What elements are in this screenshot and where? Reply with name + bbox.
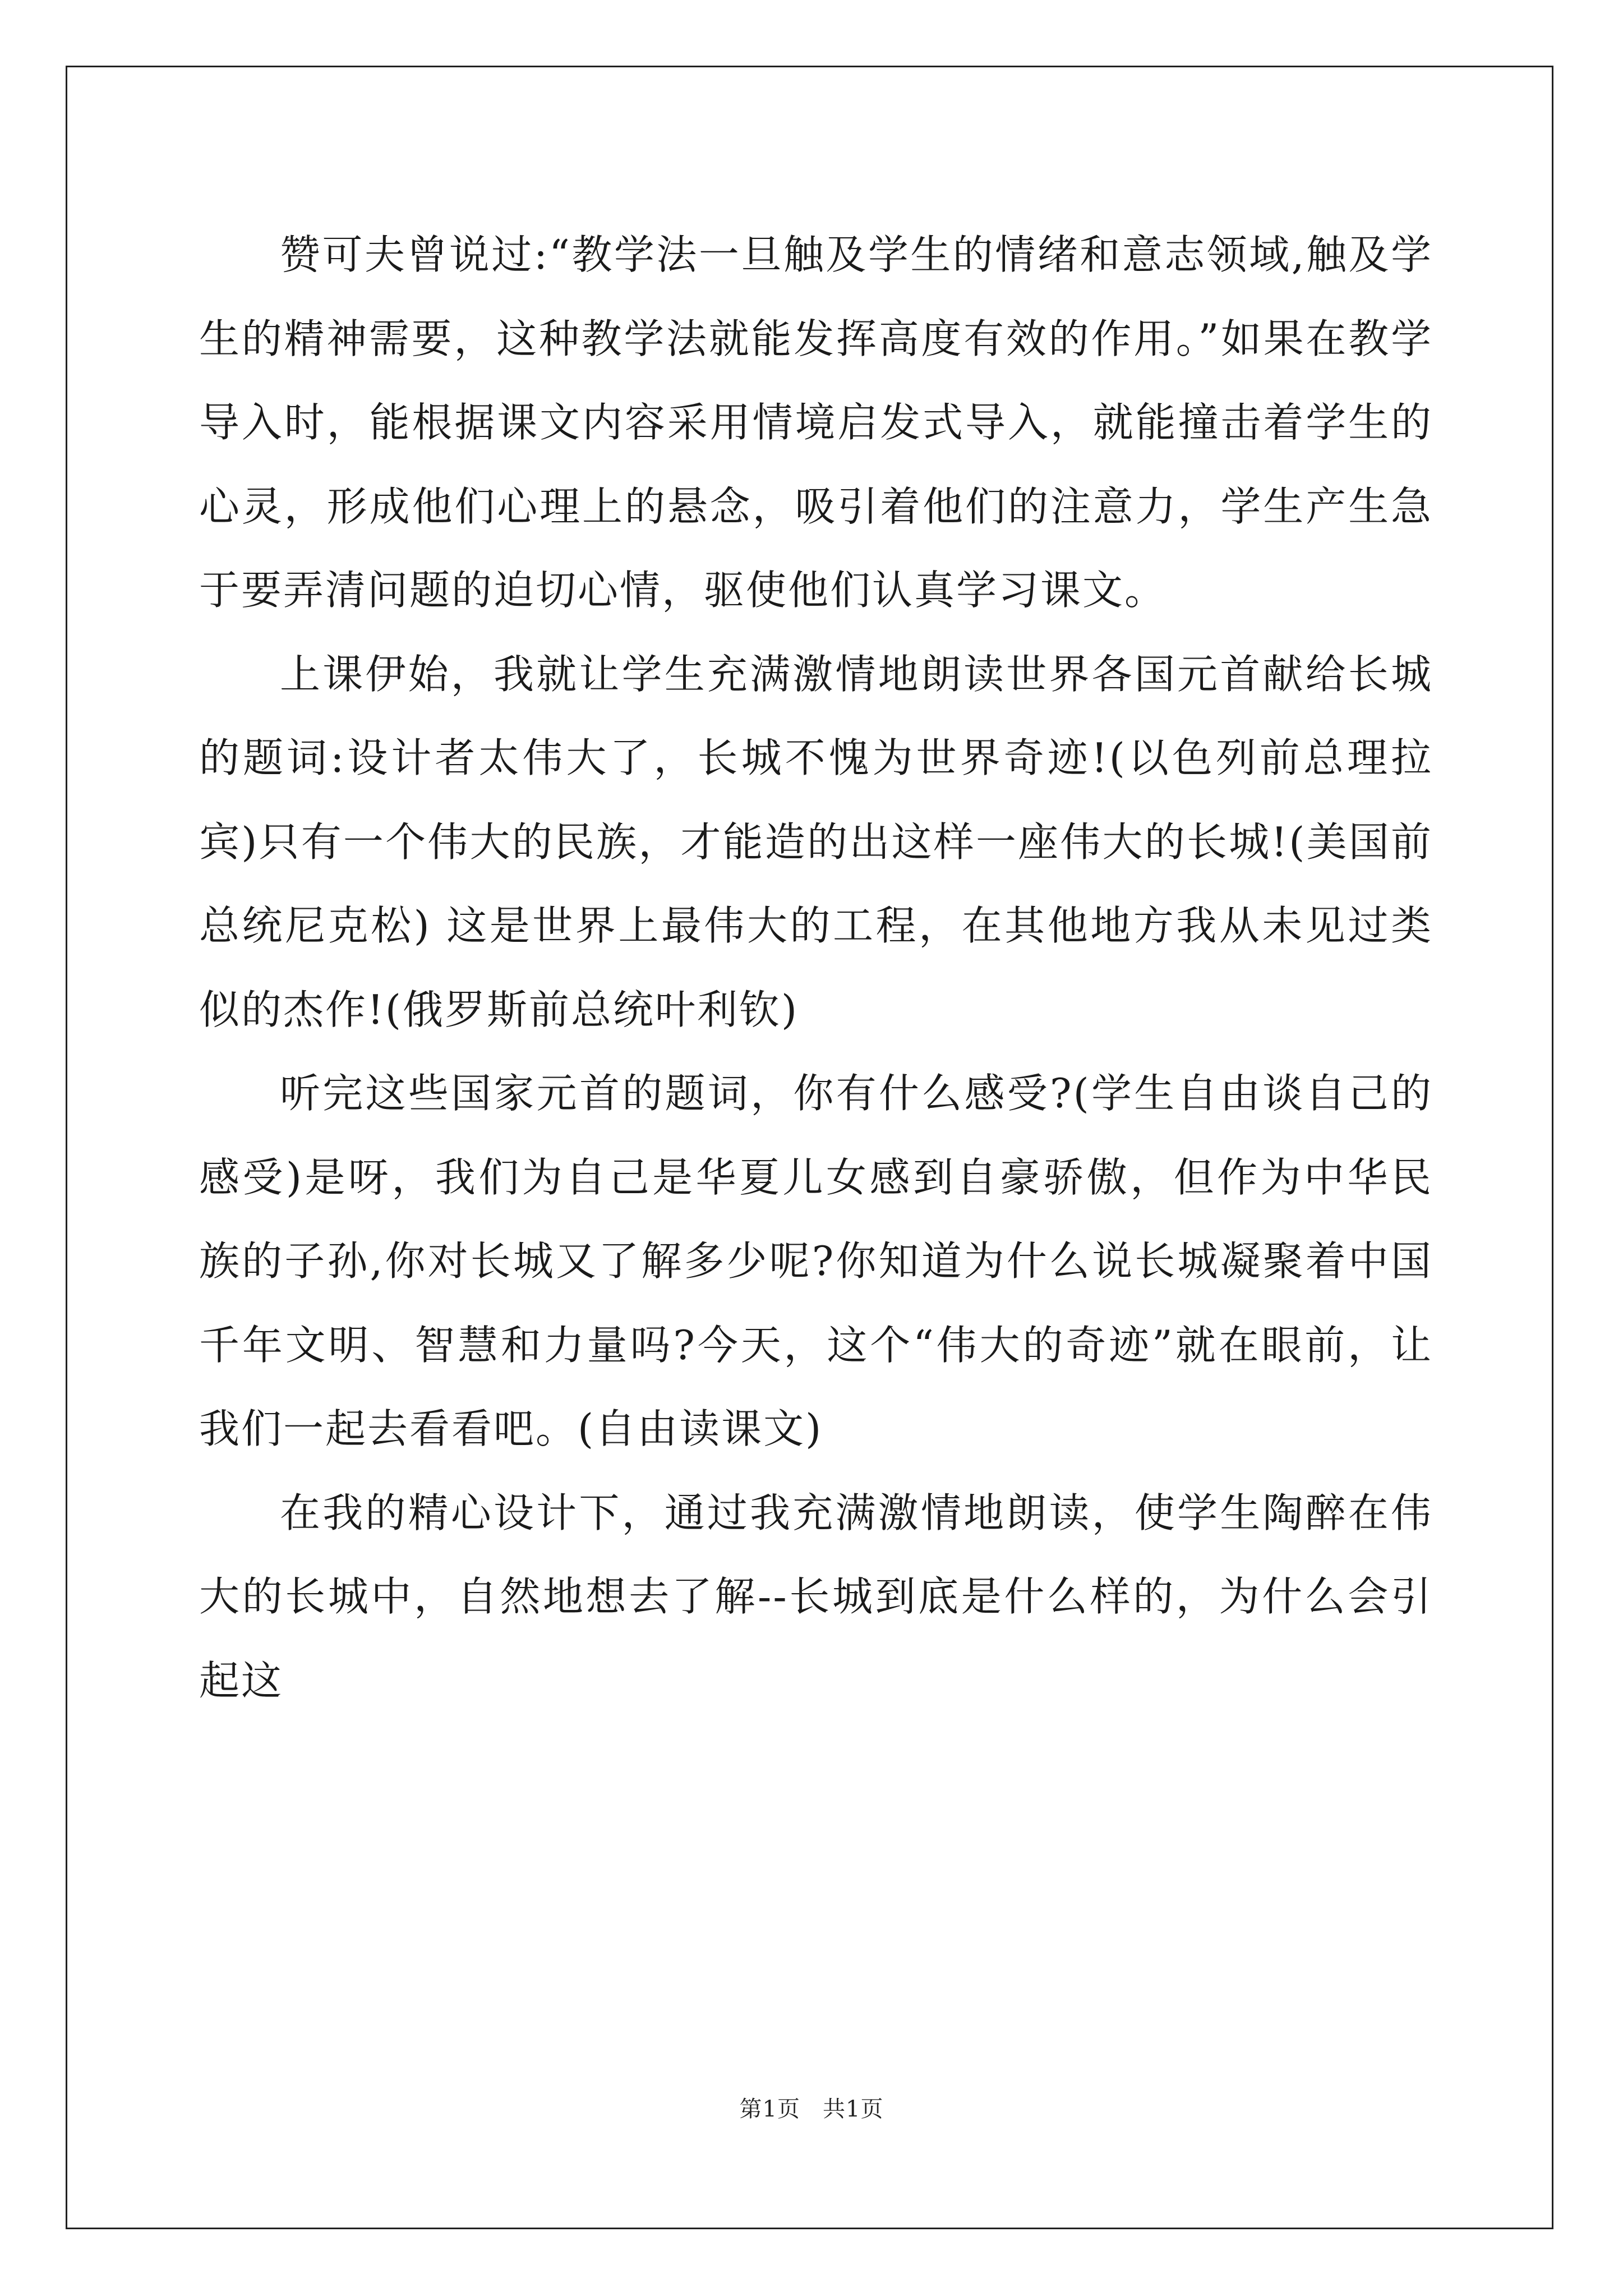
page-footer xyxy=(0,2091,1623,2123)
paragraph-4: 在我的精心设计下，通过我充满激情地朗读，使学生陶醉在伟大的长城中，自然地想去了解--长城到底是什么样的，为什么会引起这 xyxy=(199,1489,1433,1704)
paragraph-2: 上课伊始，我就让学生充满激情地朗读世界各国元首献给长城的题词:设计者太伟大了，长城不愧为世界奇迹!(以色列前总理拉宾)只有一个伟大的民族，才能造的出这样一座伟大的长城!(美国前总统尼克松) 这是世界上最伟大的工程，在其他地方我从未见过类似的杰作!(俄罗斯前总统叶利钦) xyxy=(199,650,1433,1033)
paragraph-3: 听完这些国家元首的题词，你有什么感受?(学生自由谈自己的感受)是呀，我们为自己是华夏儿女感到自豪骄傲，但作为中华民族的子孙,你对长城又了解多少呢?你知道为什么说长城凝聚着中国千年文明、智慧和力量吗?今天，这个“伟大的奇迹”就在眼前，让我们一起去看看吧。(自由读课文) xyxy=(199,1070,1433,1452)
page-total: 共1页 xyxy=(823,2096,884,2122)
page-number: 第1页 xyxy=(739,2096,800,2122)
paragraph-1: 赞可夫曾说过:“教学法一旦触及学生的情绪和意志领域,触及学生的精神需要，这种教学法就能发挥高度有效的作用。”如果在教学导入时，能根据课文内容采用情境启发式导入，就能撞击着学生的心灵，形成他们心理上的悬念，吸引着他们的注意力，学生产生急于要弄清问题的迫切心情，驱使他们认真学习课文。 xyxy=(199,231,1433,614)
document-body xyxy=(199,213,1433,1723)
